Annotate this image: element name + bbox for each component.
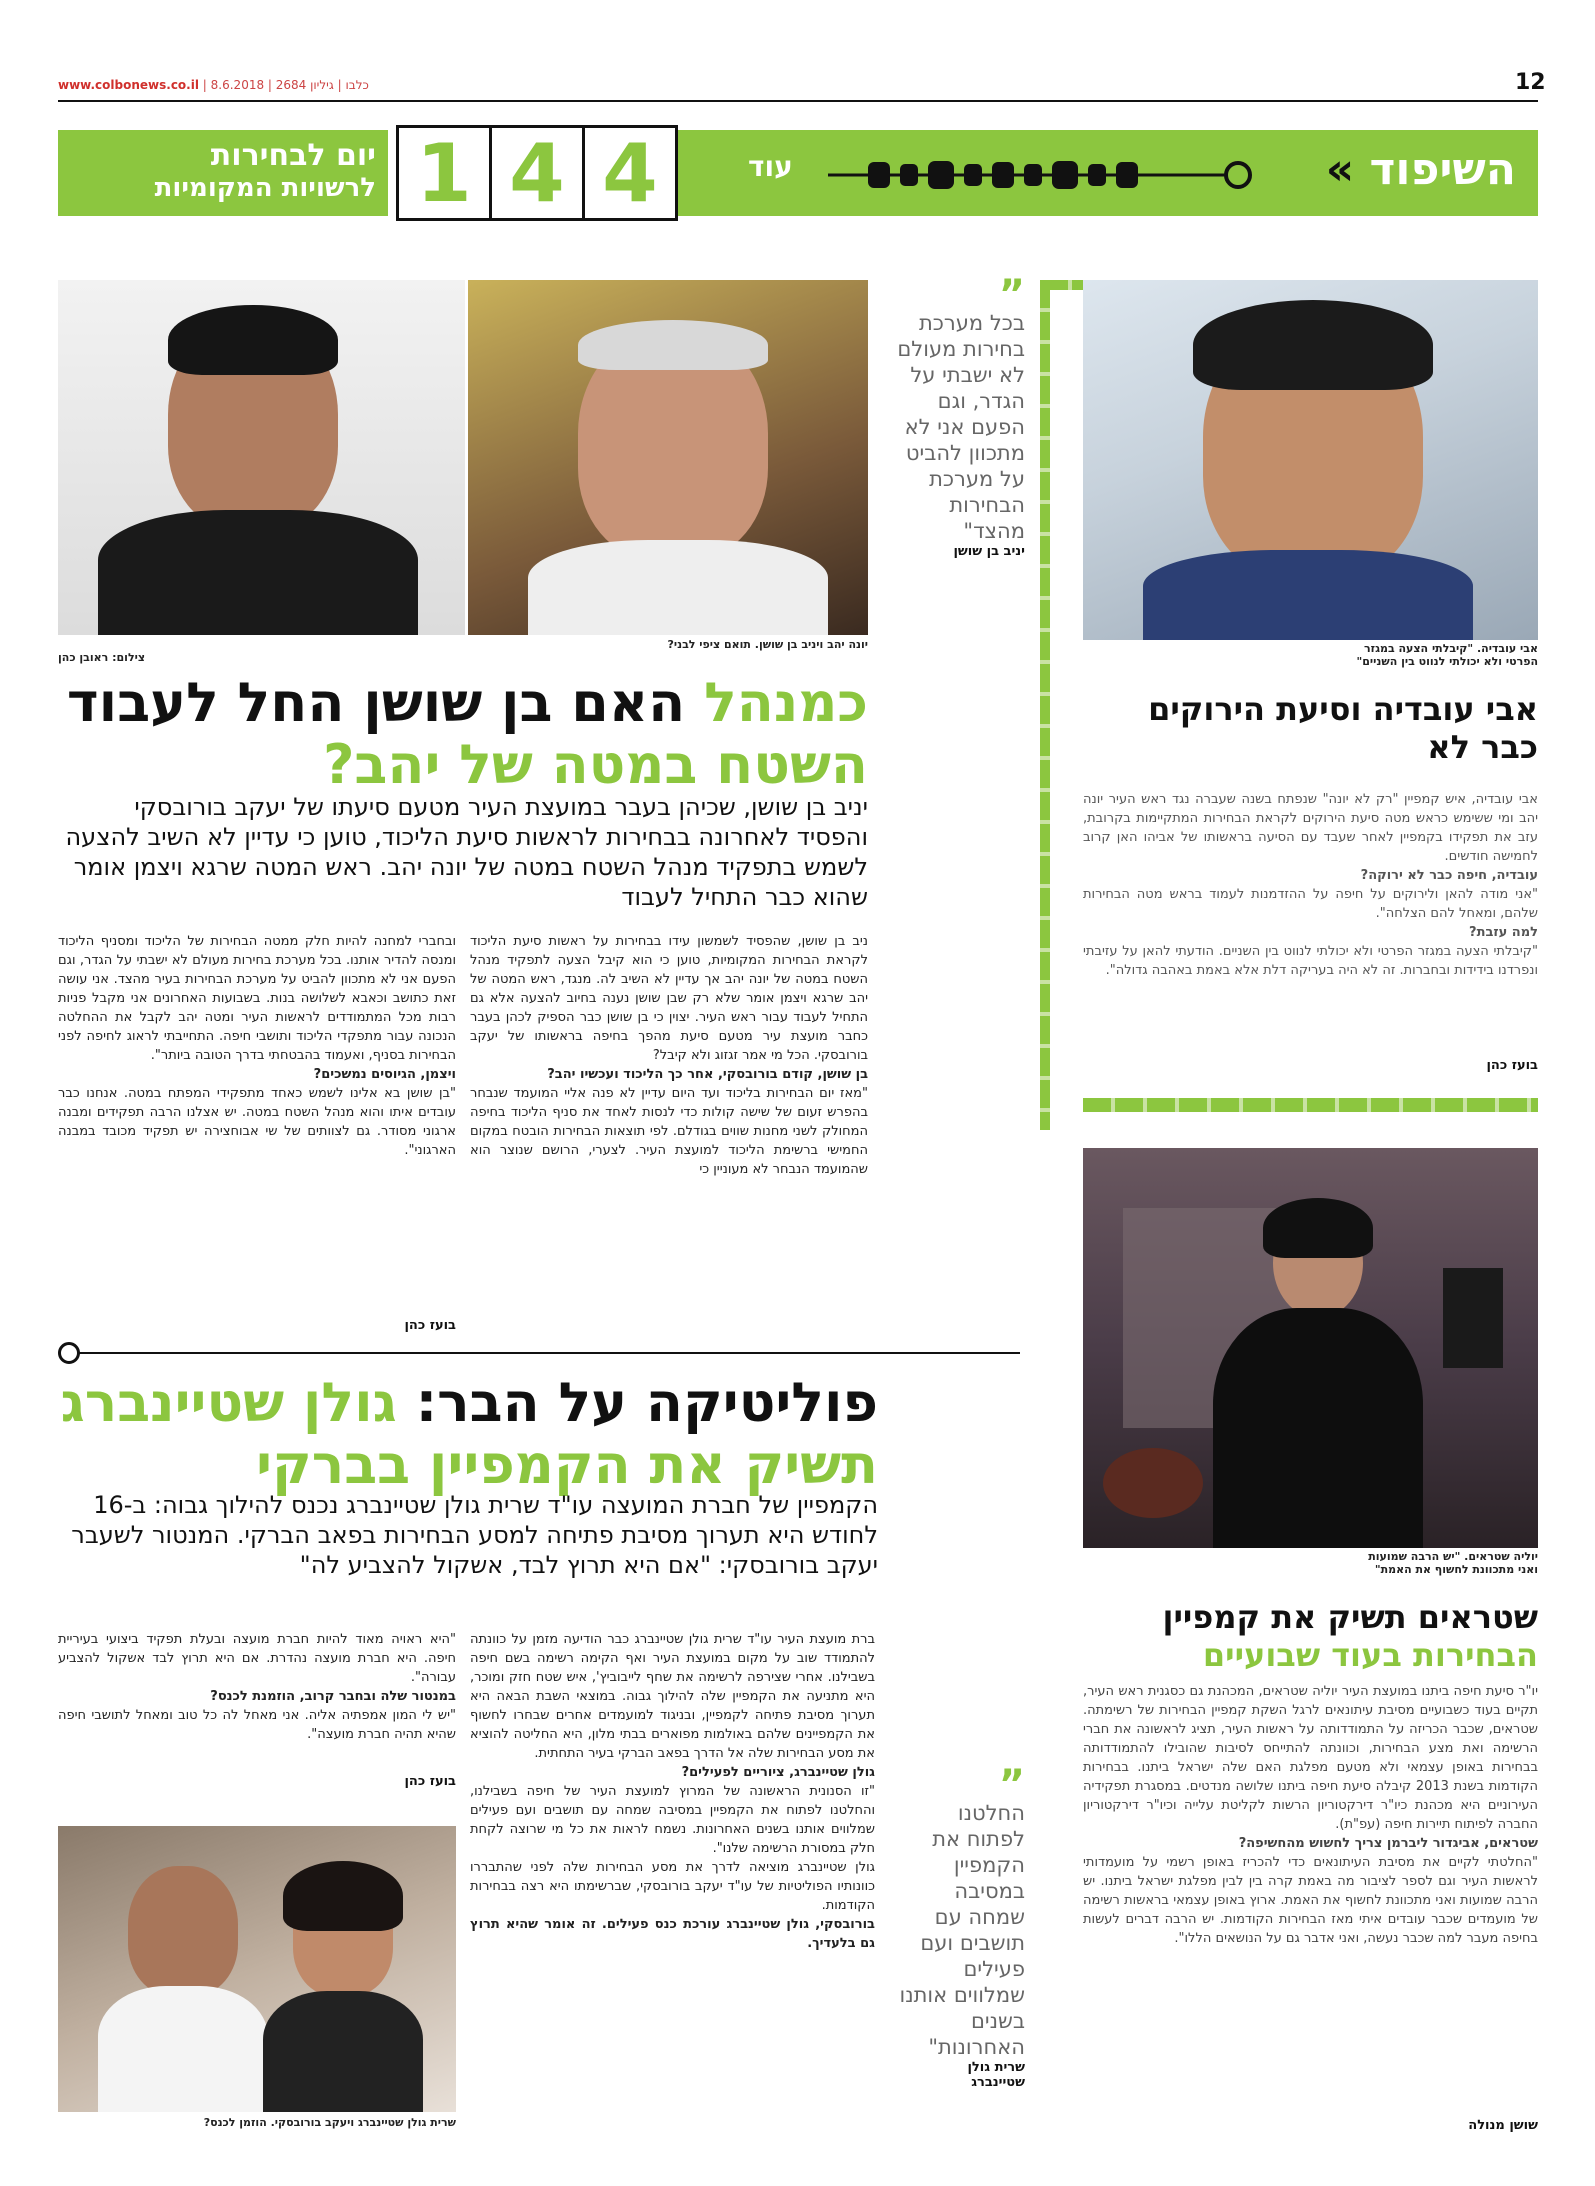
article-question: ויצמן, הגיוסים נמשכים?: [313, 1067, 456, 1082]
headline-black: האם בן שושן החל לעבוד: [66, 671, 686, 734]
pull-quote-author: [895, 2060, 1025, 2090]
headline-green: גולן שטיינברג: [60, 1371, 397, 1434]
sidebar2-question: שטראים, אביגדור ליברמן צריך לחשוש מהחשיפה?: [1238, 1836, 1538, 1851]
sidebar2-title-line: שטראים תשיק את קמפיין: [1162, 1598, 1538, 1636]
photo-yona-yahav: [468, 280, 868, 635]
quote-author-line: שטיינברג: [971, 2075, 1025, 2090]
article-question: גולן שטיינברג, ציוריים לפעילים?: [681, 1765, 875, 1780]
countdown-counter: [396, 125, 675, 220]
photo-caption: שרית גולן שטיינברג ויעקב בורובסקי. הוזמן לכנס?: [203, 2116, 456, 2129]
article2-byline: בועז כהן: [404, 1774, 456, 1789]
photo-caption: [58, 638, 868, 664]
sidebar2-title: [1083, 1598, 1538, 1674]
issue-number: גיליון 2684: [275, 78, 334, 92]
pull-quote: [895, 272, 1025, 559]
caption-line: יונה יהב ויניב בן שושן. תואם ציפי לבני?: [667, 638, 868, 651]
section-title-text: השיפוד: [1369, 144, 1516, 195]
article-text: גולן שטיינברג מוציאה לדרך את מסע הבחירות שלה לפני שהתבררו כוונותיו הפוליטיות של עו"ד יעקב בורובסקי, שברשימתו היא רצה בבחירות הקודמות.: [470, 1860, 875, 1913]
article-text: "יש לי המון אמפתיה אליה. אני מאחל לה כל טוב ומאחל לתושבי חיפה שהיא תהיה חברת מועצה".: [58, 1708, 456, 1742]
caption-line: ואני מתכוונת לחשוף את האמת": [1374, 1563, 1538, 1576]
issue-date: 8.6.2018: [210, 78, 265, 92]
countdown-digit: 1: [396, 125, 492, 221]
sidebar1-question: עובדיה, חיפה כבר לא ירוקה?: [1360, 868, 1538, 883]
article2-col-left: [58, 1630, 456, 1744]
countdown-label-line2: לרשויות המקומיות: [154, 173, 376, 203]
photo-golan-steinberg-borovsky: [58, 1826, 456, 2112]
sidebar2-body: [1083, 1682, 1538, 1948]
headline-line2: תשיק את הקמפיין בברקי: [256, 1433, 878, 1496]
caption-line: צילום: ראובן כהן: [58, 651, 146, 664]
countdown-label: [58, 130, 388, 216]
article-text: "זו הסנונית הראשונה של המרוץ למועצת העיר של חיפה בשבילנו, והחלטנו לפתוח את הקמפיין במסיבה שמחה עם תושבים ועם פעילים שמלווים אותנו בשנים האחרונות. נשמח לראות את כל מי שרוצה לקחת חלק במסורת הרשימה שלנו".: [470, 1784, 875, 1856]
sidebar2-title-green: הבחירות בעוד שבועיים: [1202, 1636, 1538, 1674]
sidebar1-body: [1083, 790, 1538, 980]
sidebar2-body-text: יו"ר סיעת חיפה ביתנו במועצת העיר יוליה שטראים, המכהנת גם כסגנית ראש העיר, תקיים בעוד כשבועיים מסיבת עיתונאים לרגל השקת קמפיין הבחירות של רשימתה. שטראים, שכבר הכריזה על התמודדותה על ראשות העיר, תציג לראשונה את חברי הרשימה ואת מצע הבחירות, וכוונתה להתייחס לסיבות שהובילו להתמודדותה בבחירות באופן עצמאי ולא מטעם מפלגת האם שלה ישראל ביתנו. בבחירות הקודמות בשנת 2013 קיבלה סיעת חיפה ביתנו שלושה מנדטים. במסגרת תפקידיה העירוניים היא מכהנת כיו"ר דירקטוריון הרשות לקליטת עלייה וכיו"ר דירקטוריון החברה לפיתוח תיירות חיפה (עפ"ת).: [1083, 1684, 1538, 1832]
headline-green: כמנהל: [704, 671, 868, 734]
sidebar1-title: אבי עובדיה וסיעת הירוקים כבר לא: [1148, 690, 1538, 766]
publication-name: כלבו: [345, 78, 369, 92]
caption-line: הפרטי ולא יכולתי לנווט בין השניים": [1356, 655, 1538, 668]
article-question: בורובסקי, גולן שטיינברג עורכת כנס פעילים. זה אומר שהיא תרוץ גם בלעדיך.: [470, 1917, 875, 1951]
article2-headline: [58, 1372, 878, 1496]
masthead-line: www.colbonews.co.il | כלבו | גיליון 2684 | 8.6.2018: [58, 78, 369, 92]
photo-caption: [1083, 1550, 1538, 1576]
sidebar2-answer: "החלטתי לקיים את מסיבת העיתונאים כדי להכריז באופן רשמי על מועמדותי לראשות העיר וגם לספר לציבור מה באמת קרה בין לבין מפלגת ישראל ביתנו. יש הרבה שמועות ואני מתכוונת לחשוף את האמת. ארוץ באופן עצמאי בראשות רשימה של מועמדים שכבר עובדים איתי מאז הבחירות הקודמות. יש הרבה דברים לעשות בחיפה מעבר למה שכבר נעשה, ואני אדבר גם על הנושאים הללו".: [1083, 1855, 1538, 1946]
article-divider: [70, 1352, 1020, 1354]
headline-black: פוליטיקה על הבר:: [415, 1371, 878, 1434]
countdown-label-line1: יום לבחירות: [210, 138, 376, 173]
article1-col-right: [470, 932, 868, 1179]
pull-quote-text: החלטנו לפתוח את הקמפיין במסיבה שמחה עם תושבים ועם פעילים שמלווים אותנו בשנים האחרונות": [899, 1801, 1025, 2059]
headline-line2: השטח במטה של יהב?: [323, 733, 868, 796]
photo-yulia-shtraim: [1083, 1148, 1538, 1548]
article1-headline: [58, 672, 868, 796]
sidebar-stripe-bottom: [1083, 1098, 1538, 1112]
article2-lead: הקמפיין של חברת המועצה עו"ד שרית גולן שטיינברג נכנס להילוך גבוה: ב-16 לחודש היא תערוך מסיבת פתיחה למסע הבחירות בפאב הברקי. המנטור לשעבר יעקב בורובסקי: "אם היא תרוץ לבד, אשקול להצביע לה": [71, 1491, 878, 1579]
section-banner: [58, 125, 1538, 220]
sidebar1-body-text: אבי עובדיה, איש קמפיין "רק לא יונה" שנפתח בשנה שעברה נגד ראש העיר יונה יהב ומי ששימש כראש מטה סיעת הירוקים לקראת הבחירות המתקיימות בקרובת, עזב את תפקידו בקמפיין לאחר שעבד עם הסיעה בראשותו של אביהו האן קרוב לחמישה חודשים.: [1083, 792, 1538, 864]
article-text: ובחברי למחנה להיות חלק ממטה הבחירות של הליכוד ומסניף הליכוד ומנסה להדיר אותנו. בכל מערכת בחירות מעולם לא ישבתי על הגדר, וגם הפעם אני לא מתכוון להביט על מערכת הבחירות בעיר מהצד. אני עושה זאת כתושב וכאבא לשלושה בנות. בשבועות האחרונים אני מקבל פניות רבות מכל המתמודדים לראשות העיר ומטה יהב לקבל את ההחלטה הנכונה עבור מתפקדי הליכוד ותושבי חיפה. התחייבתי לראוג לחיפה לפני הבחירות בסניף, ואעמוד בהבטחתי בדרך הטובה ביותר".: [58, 934, 456, 1063]
page-number: 12: [1515, 70, 1546, 95]
divider-circle-icon: [58, 1342, 80, 1364]
article-question: במנטור שלה ובחבר קרוב, הוזמנת לכנס?: [210, 1689, 456, 1704]
article-text: "בן שושן בא אלינו לשמש כאחד מתפקידי המפתח במטה. אנחנו כבר עובדים איתו והוא מנהל השטח במטה. יש אצלנו הרבה תפקידים ומבנה ארגוני מסודר. גם לצוותים של שי אבוחצירה יש תפקיד מכובד במבנה הארגוני".: [58, 1086, 456, 1158]
section-arrows-icon: »: [1325, 144, 1355, 195]
sidebar1-answer: "אני מודה להאן ולירוקים על חיפה על ההזדמנות לעמוד בראש מטה הבחירות שלהם, ומאחל להם הצלחה".: [1083, 887, 1538, 921]
caption-line: אבי עובדיה. "קיבלתי הצעה במגזר: [1364, 642, 1538, 655]
pull-quote: [895, 1762, 1025, 2090]
photo-avi-ovadia: [1083, 280, 1538, 640]
section-title: [1326, 144, 1516, 195]
site-url[interactable]: www.colbonews.co.il: [58, 78, 199, 92]
article-text: ניב בן שושן, שהפסיד לשמשון עידו בבחירות על ראשות סיעת הליכוד לקראת הבחירות המקומיות, טוען כי הוא קיבל הצעה לתפקיד מנהל השטח במטה של יונה יהב אך עדיין לא השיב לה. מנגד, ראש המטה של יהב שרגא ויצמן אומר שלא רק שבן שושן נענה בחיוב להצעה אלא גם התחיל לעבוד עבור ראש העיר. יצוין כי בן שושן כבר הספיק לכהן בעבר כחבר מועצת עיר מטעם סיעת מהפך בחיפה בראשותו של יעקב בורובסקי. הכל מי אמר זגזוג ולא קיבל?: [470, 934, 868, 1063]
sidebar-stripe-vertical: [1040, 280, 1050, 1130]
article1-byline: בועז כהן: [404, 1318, 456, 1333]
article1-col-left: [58, 932, 456, 1160]
article2-col-right: [470, 1630, 875, 1953]
skewer-icon: [828, 158, 1258, 192]
pull-quote-author: יניב בן שושן: [953, 544, 1025, 559]
sidebar1-answer: "קיבלתי הצעה במגזר הפרטי ולא יכולתי לנווט בין השניים. הודעתי להאן על עזיבתי ונפרדנו בידידות ובחברות. זה לא היה בעריקה דלת אלא באמת באהבה גדולה".: [1083, 944, 1538, 978]
article-text: ברת מועצת העיר עו"ד שרית גולן שטיינברג כבר הודיעה מזמן על כוונתה להתמודד שוב על מקום במועצת העיר ואף הקימה רשימה בשם חיפה בשבילנו. אחרי שצירפה לרשימה את שחף לייבוביץ', איש שטח חזק ומוכר, היא מתניעה את הקמפיין שלה להילוך גבוה. במוצאי השבת הבאה היא תערוך מסיבת פתיחה לקמפיין, ובניגוד למועמדים אחרים שבחרו לחשוף את הקמפיינים שלהם באולמות מפוארים בבתי מלון, היא החליטה להוציא את מסע הבחירות שלה אל הדרך בפאב הברקי בעיר התחתית.: [470, 1632, 875, 1761]
article1-lead: יניב בן שושן, שכיהן בעבר במועצת העיר מטעם סיעתו של יעקב בורובסקי והפסיד לאחרונה בבחירות לראשות סיעת הליכוד, טוען כי עדיין לא השיב להצעה לשמש בתפקיד מנהל השטח במטה של יונה יהב. ראש המטה שרגא ויצמן אומר שהוא כבר התחיל לעבוד: [65, 793, 868, 911]
countdown-digit: 4: [489, 125, 585, 221]
photo-yaniv-ben-shushan: [58, 280, 465, 635]
pull-quote-text: בכל מערכת בחירות מעולם לא ישבתי על הגדר, וגם הפעם אני לא מתכוון להביט על מערכת הבחירות מהצד": [897, 311, 1025, 543]
countdown-od: עוד: [748, 150, 793, 183]
quote-mark-icon: ”: [998, 1762, 1025, 1808]
article-text: "מאז יום הבחירות בליכוד ועד היום עדיין לא פנה אליי המועמד שנבחר בהפרש זעום של שישה קולות כדי לנסות לאחד את סניף הליכוד בחיפה המחולק לשני מחנות שווים בגודלם. לפי תוצאות הבחירות הובטח במקום החמישי ברשימת הליכוד למועצת העיר. לצערי, הרושם שנוצר הוא שהמועמד הנבחר לא מעוניין כי: [470, 1086, 868, 1177]
article-question: בן שושן, קודם בורובסקי, אחר כך הליכוד ועכשיו יהב?: [547, 1067, 868, 1082]
sidebar2-byline: שושן מנולה: [1468, 2118, 1538, 2133]
top-rule: [58, 100, 1538, 102]
sidebar1-question: למה עזבת?: [1469, 925, 1538, 940]
caption-line: יוליה שטראים. "יש הרבה שמועות: [1368, 1550, 1538, 1563]
sidebar1-byline: בועז כהן: [1486, 1058, 1538, 1073]
article-text: "היא ראויה מאוד להיות חברת מועצה ובעלת תפקיד ביצועי בעיריית חיפה. היא חברת מועצה נהדרת. אם היא תרוץ לבד אשקול להצביע עבורה".: [58, 1632, 456, 1685]
photo-caption: [1083, 642, 1538, 668]
quote-author-line: שרית גולן: [967, 2060, 1025, 2075]
countdown-digit: 4: [582, 125, 678, 221]
quote-mark-icon: ”: [998, 272, 1025, 318]
section-title-bar: [678, 130, 1538, 216]
